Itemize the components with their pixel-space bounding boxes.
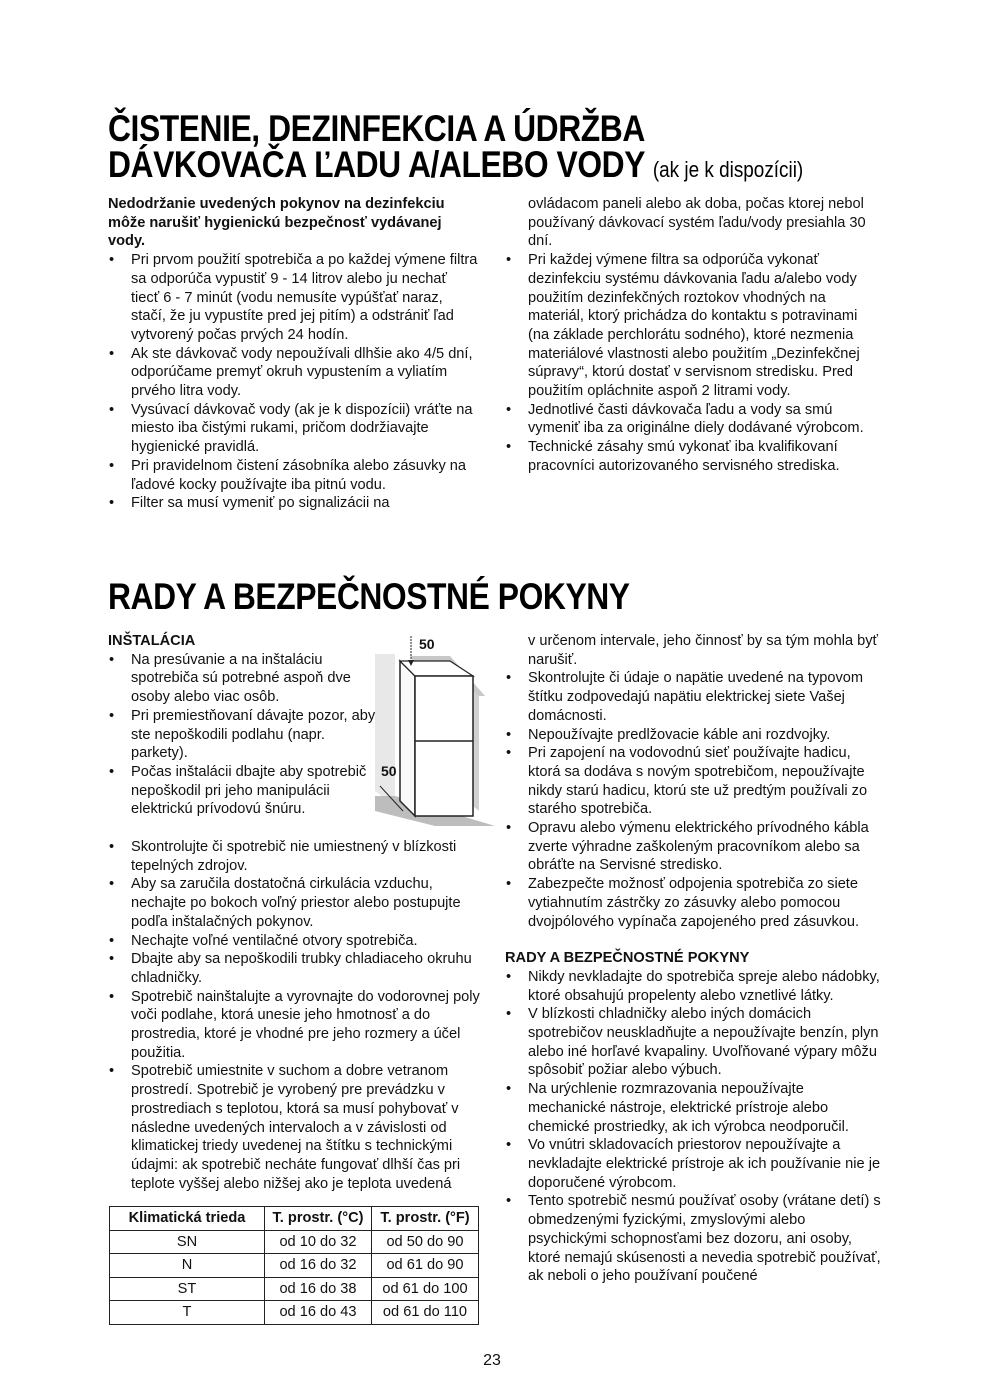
section-title-cleaning [108,110,645,147]
table-header: Klimatická trieda [110,1207,265,1231]
cleaning-list-right [505,195,880,476]
table-cell: od 61 do 90 [372,1254,479,1278]
list-item: • Jednotlivé časti dávkovača ľadu a vody sa smú vymeniť iba za originálne diely dodávané výrobcom. [505,401,880,438]
section2-right-column [505,632,883,1286]
table-row [110,1254,479,1278]
list-item: • Na urýchlenie rozmrazovania nepoužívajte mechanické nástroje, elektrické prístroje alebo chemické prostriedky, ak ich výrobca neodporučil. [505,1080,883,1136]
clearance-side-label: 50 [381,763,397,779]
list-item: • Skontrolujte či spotrebič nie umiestnený v blízkosti tepelných zdrojov. [108,838,483,875]
list-item: • Pri premiestňovaní dávajte pozor, aby ste nepoškodili podlahu (napr. parkety). [108,707,376,763]
list-item: • Nepoužívajte predlžovacie káble ani rozdvojky. [505,726,883,745]
warning-lead: Nedodržanie uvedených pokynov na dezinfekciu môže narušiť hygienickú bezpečnosť vydávanej vody. [108,196,445,250]
section-title-cleaning-line2 [108,146,803,188]
table-cell: od 16 do 32 [265,1254,372,1278]
section1-right-column [505,195,880,476]
list-item: • V blízkosti chladničky alebo iných domácich spotrebičov neuskladňujte a nepoužívajte benzín, plyn alebo iné horľavé kvapaliny. Uvoľňované výpary môžu spôsobiť požiar alebo výbuch. [505,1005,883,1080]
safety-title: RADY A BEZPEČNOSTNÉ POKYNY [108,576,630,617]
list-item-continuation: v určenom intervale, jeho činnosť by sa tým mohla byť narušiť. [528,633,879,668]
table-cell: od 61 do 100 [372,1277,479,1301]
table-cell: ST [110,1277,265,1301]
list-item: • Filter sa musí vymeniť po signalizácii na [108,494,478,513]
fridge-illustration-icon [375,636,500,826]
section-title-safety [108,578,630,615]
section1-left-column [108,195,478,513]
table-cell: od 16 do 38 [265,1277,372,1301]
table-header: T. prostr. (°F) [372,1207,479,1231]
clearance-top-label: 50 [419,636,435,652]
list-item: • Pri každej výmene filtra sa odporúča vykonať dezinfekciu systému dávkovania ľadu a/alebo vody použitím dezinfekčných roztokov vhodných na materiál, ktorý prichádza do kontaktu s potravinami (na základe perchlorátu sodného), ktoré nezmenia materiálové vlastnosti alebo použitím „Dezinfekčnej súpravy“, ktorú dostať v servisnom stredisku. Pred použitím opláchnite aspoň 2 litrami vody. [505,251,880,401]
install-list [108,838,483,1193]
cleaning-list-left [108,251,478,513]
list-item: • Opravu alebo výmenu elektrického prívodného kábla zverte výhradne zaškoleným pracovníkom alebo sa obráťte na Servisné stredisko. [505,819,883,875]
list-item: • Dbajte aby sa nepoškodili trubky chladiaceho okruhu chladničky. [108,950,483,987]
climate-class-table [109,1206,479,1325]
table-cell: SN [110,1230,265,1254]
title-line-2: DÁVKOVAČA ĽADU A/ALEBO VODY [108,144,645,185]
table-header-row [110,1207,479,1231]
install-column-wide [108,838,483,1193]
list-item: • Zabezpečte možnosť odpojenia spotrebiča zo siete vytiahnutím zástrčky zo zásuvky alebo pomocou dvojpólového vypínača zapojeného pred zásuvkou. [505,875,883,931]
electrical-list [505,632,883,931]
install-column-narrow [108,632,376,819]
list-item: • Tento spotrebič nesmú používať osoby (vrátane detí) s obmedzenými fyzickými, zmyslovými alebo psychickými schopnosťami bez dozoru, ani osoby, ktoré nemajú skúsenosti a nevedia spotrebič používať, ak neboli o jeho používaní poučené [505,1192,883,1286]
table-cell: N [110,1254,265,1278]
table-row [110,1301,479,1325]
list-item: • Vysúvací dávkovač vody (ak je k dispozícii) vráťte na miesto iba čistými rukami, pričom dodržiavajte hygienické pravidlá. [108,401,478,457]
list-item: • Pri pravidelnom čistení zásobníka alebo zásuvky na ľadové kocky používajte iba pitnú vodu. [108,457,478,494]
list-item: • Na presúvanie a na inštaláciu spotrebiča sú potrebné aspoň dve osoby alebo viac osôb. [108,651,376,707]
install-heading: INŠTALÁCIA [108,633,196,649]
table-header: T. prostr. (°C) [265,1207,372,1231]
list-item-continuation: ovládacom paneli alebo ak doba, počas ktorej nebol používaný dávkovací systém ľadu/vody presiahla 30 dní. [528,196,866,250]
list-item: • Pri zapojení na vodovodnú sieť používajte hadicu, ktorá sa dodáva s novým spotrebičom, nepoužívajte nikdy starú hadicu, ktorú ste už predtým používali zo starého spotrebiča. [505,744,883,819]
fridge-clearance-diagram [375,636,500,826]
list-item: • Vo vnútri skladovacích priestorov nepoužívajte a nevkladajte elektrické prístroje ak ich používanie nie je doporučené výrobcom. [505,1136,883,1192]
table-cell: T [110,1301,265,1325]
safety-list [505,968,883,1286]
table-row [110,1277,479,1301]
table-row [110,1230,479,1254]
list-item: • Pri prvom použití spotrebiča a po každej výmene filtra sa odporúča vypustiť 9 - 14 litrov alebo ju nechať tiecť 6 - 7 minút (vodu nemusíte vypúšťať naraz, stačí, že ju vypustíte pred jej pitím) a odstrániť ľad vytvorený počas prvých 24 hodín. [108,251,478,345]
table-cell: od 16 do 43 [265,1301,372,1325]
list-item: • Spotrebič nainštalujte a vyrovnajte do vodorovnej poly voči podlahe, ktorá unesie jeho hmotnosť a do prostredia, ktoré je vhodné pre jeho rozmery a účel použitia. [108,988,483,1063]
list-item: • Počas inštalácii dbajte aby spotrebič nepoškodil pri jeho manipulácii elektrickú prívodovú šnúru. [108,763,376,819]
list-item: • Skontrolujte či údaje o napätie uvedené na typovom štítku zodpovedajú napätiu elektrickej siete Vašej domácnosti. [505,669,883,725]
safety-subheading: RADY A BEZPEČNOSTNÉ POKYNY [505,950,750,967]
title-line-1: ČISTENIE, DEZINFEKCIA A ÚDRŽBA [108,108,645,149]
list-item: • Ak ste dávkovač vody nepoužívali dlhšie ako 4/5 dní, odporúčame premyť okruh vypustením a vyliatím prvého litra vody. [108,345,478,401]
list-item: • Aby sa zaručila dostatočná cirkulácia vzduchu, nechajte po bokoch voľný priestor alebo postupujte podľa inštalačných pokynov. [108,875,483,931]
table-cell: od 61 do 110 [372,1301,479,1325]
list-item: • Technické zásahy smú vykonať iba kvalifikovaní pracovníci autorizovaného servisného strediska. [505,438,880,475]
table-cell: od 50 do 90 [372,1230,479,1254]
page-number: 23 [483,1352,501,1369]
title-suffix: (ak je k dispozícii) [652,157,804,182]
list-item: • Nechajte voľné ventilačné otvory spotrebiča. [108,932,483,951]
list-item: • Spotrebič umiestnite v suchom a dobre vetranom prostredí. Spotrebič je vyrobený pre prevádzku v prostrediach s teplotou, ktorá sa musí pohybovať v následne uvedených intervaloch a v závislosti od klimatickej triedy uvedenej na štítku s technickými údajmi: ak spotrebič necháte fungovať dlhší čas pri teplote vyššej alebo nižšej ako je teplota uvedená [108,1062,483,1193]
table-cell: od 10 do 32 [265,1230,372,1254]
install-list-narrow [108,651,376,819]
list-item: • Nikdy nevkladajte do spotrebiča spreje alebo nádobky, ktoré obsahujú propelenty alebo vznetlivé látky. [505,968,883,1005]
